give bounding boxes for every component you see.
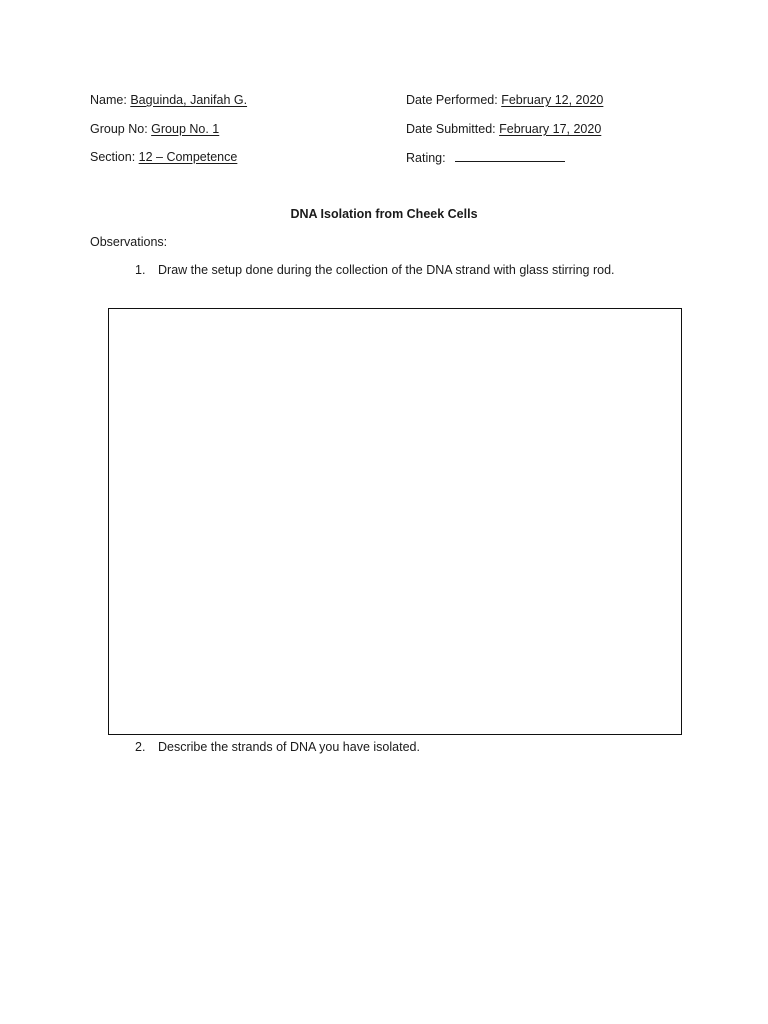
date-submitted-label: Date Submitted: [406,122,496,136]
group-value: Group No. 1 [151,122,220,136]
section-value: 12 – Competence [138,150,238,164]
group-field [90,121,219,137]
date-performed-field [406,92,603,108]
observation-item-2 [135,739,420,755]
item-number: 1. [135,263,146,277]
observation-item-1 [135,262,615,278]
name-field [90,92,247,108]
rating-blank-line[interactable] [455,149,565,162]
date-performed-value: February 12, 2020 [501,93,604,107]
section-field [90,149,237,165]
observations-label: Observations: [90,235,168,249]
date-submitted-value: February 17, 2020 [499,122,602,136]
date-performed-label: Date Performed: [406,93,498,107]
date-submitted-field [406,121,601,137]
group-label: Group No: [90,122,148,136]
name-value: Baguinda, Janifah G. [130,93,248,107]
name-label: Name: [90,93,127,107]
item-text: Describe the strands of DNA you have isolated. [158,740,420,754]
item-text: Draw the setup done during the collection of the DNA strand with glass stirring rod. [158,263,615,277]
item-number: 2. [135,740,146,754]
worksheet-title: DNA Isolation from Cheek Cells [290,207,478,221]
rating-field [406,149,565,166]
section-label: Section: [90,150,136,164]
drawing-box[interactable] [108,308,682,735]
rating-label: Rating: [406,151,446,165]
